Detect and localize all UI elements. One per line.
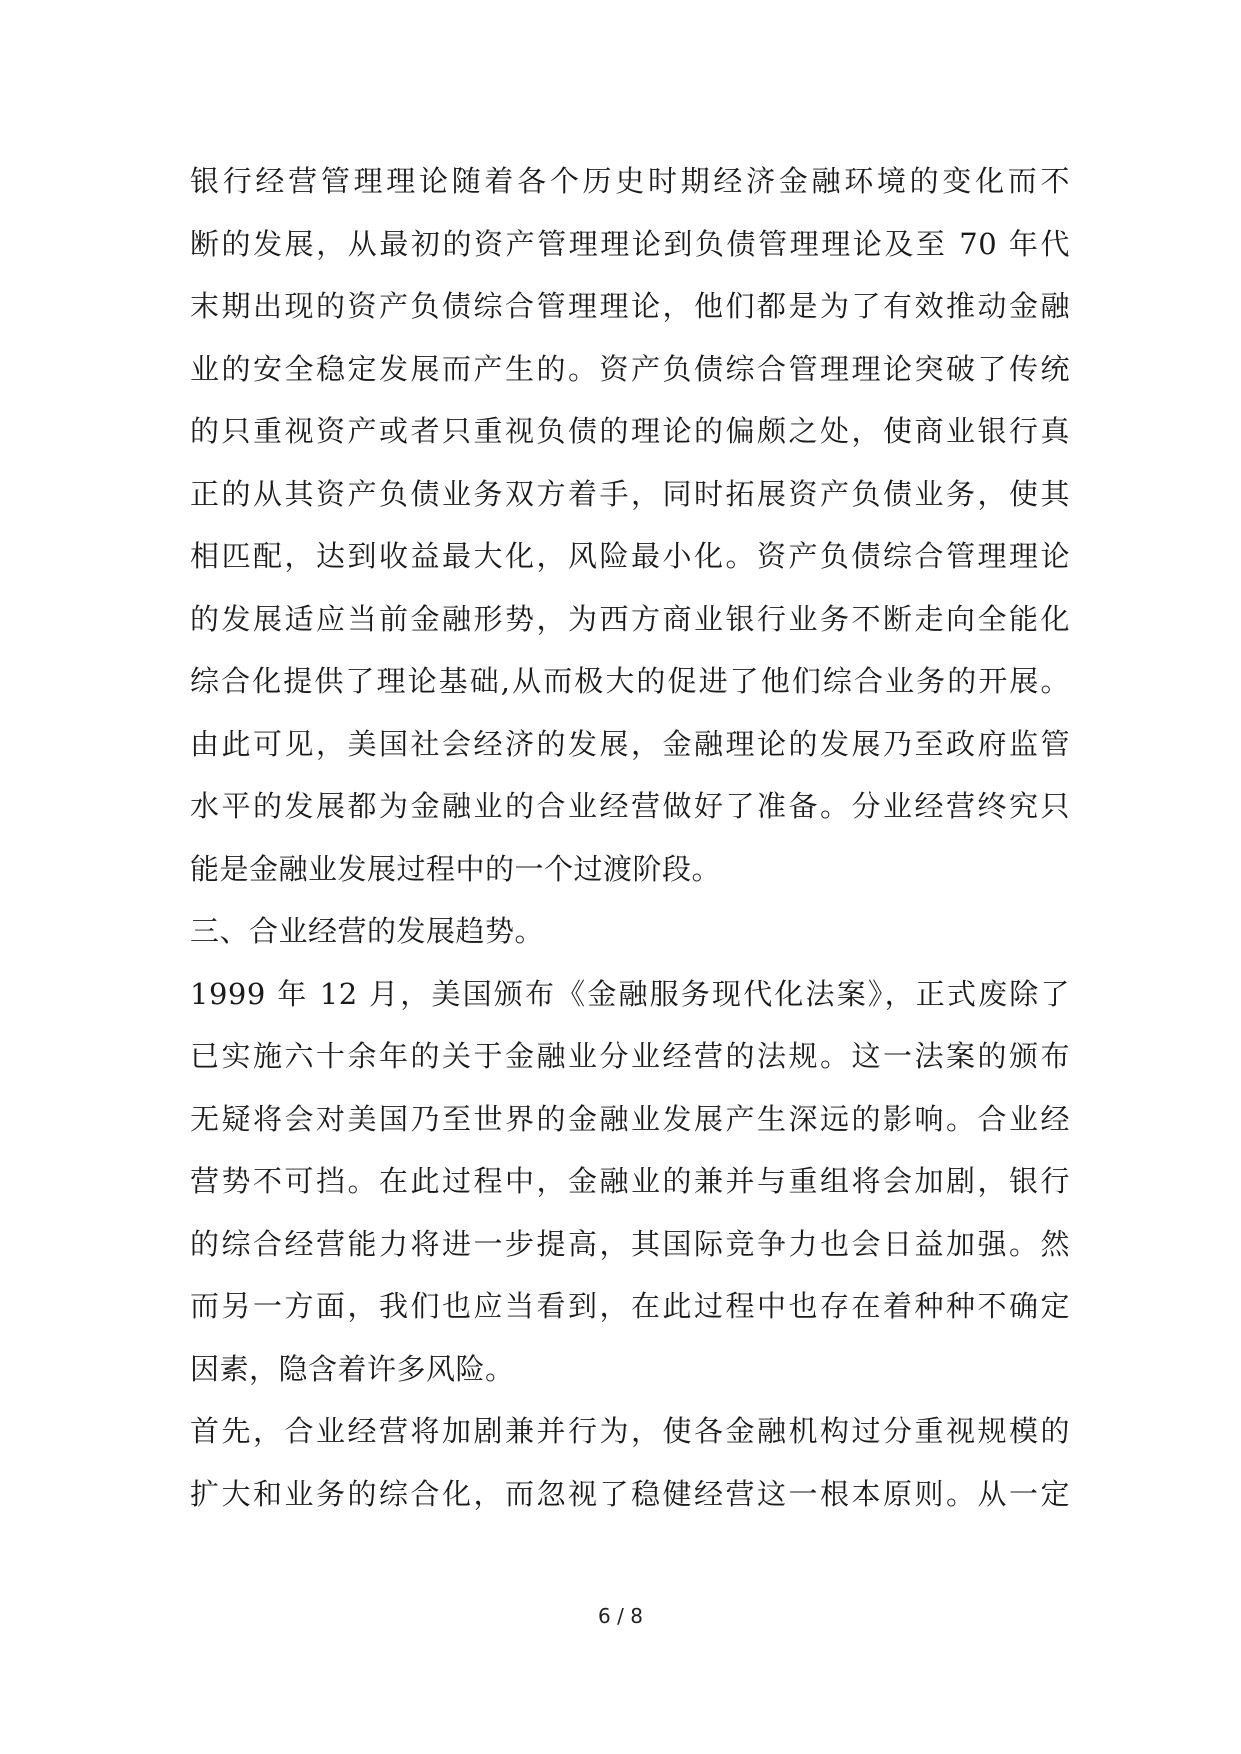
section-heading: 三、合业经营的发展趋势。 (190, 914, 545, 948)
text-line: 1999 年 12 月，美国颁布《金融服务现代化法案》，正式废除了 (190, 976, 1070, 1011)
text-line: 的发展适应当前金融形势，为西方商业银行业务不断走向全能化 (190, 601, 1070, 636)
text-line: 的只重视资产或者只重视负债的理论的偏颇之处，使商业银行真 (190, 414, 1070, 448)
text-line: 银行经营管理理论随着各个历史时期经济金融环境的变化而不 (190, 164, 1070, 198)
text-line: 末期出现的资产负债综合管理理论，他们都是为了有效推动金融 (190, 289, 1070, 323)
body-text (190, 150, 1070, 1525)
text-line: 由此可见，美国社会经济的发展，金融理论的发展乃至政府监管 (190, 726, 1070, 761)
text-line: 无疑将会对美国乃至世界的金融业发展产生深远的影响。合业经 (190, 1101, 1070, 1136)
text-line: 的综合经营能力将进一步提高，其国际竞争力也会日益加强。然 (190, 1226, 1070, 1261)
text-line: 而另一方面，我们也应当看到，在此过程中也存在着种种不确定 (190, 1289, 1070, 1323)
text-line: 首先，合业经营将加剧兼并行为，使各金融机构过分重视规模的 (190, 1414, 1070, 1448)
text-line: 已实施六十余年的关于金融业分业经营的法规。这一法案的颁布 (190, 1039, 1070, 1073)
text-line: 水平的发展都为金融业的合业经营做好了准备。分业经营终究只 (190, 789, 1070, 823)
text-line: 正的从其资产负债业务双方着手，同时拓展资产负债业务，使其 (190, 476, 1070, 511)
page-number: 6 / 8 (598, 1604, 643, 1628)
text-line: 综合化提供了理论基础,从而极大的促进了他们综合业务的开展。 (190, 664, 1070, 698)
text-line: 营势不可挡。在此过程中，金融业的兼并与重组将会加剧，银行 (190, 1164, 1070, 1198)
text-line: 扩大和业务的综合化，而忽视了稳健经营这一根本原则。从一定 (190, 1476, 1070, 1511)
text-line: 业的安全稳定发展而产生的。资产负债综合管理理论突破了传统 (190, 351, 1070, 386)
text-line: 相匹配，达到收益最大化，风险最小化。资产负债综合管理理论 (190, 539, 1070, 573)
text-line: 能是金融业发展过程中的一个过渡阶段。 (190, 851, 722, 886)
text-line: 断的发展，从最初的资产管理理论到负债管理理论及至 70 年代 (190, 226, 1070, 261)
text-line: 因素，隐含着许多风险。 (190, 1351, 515, 1386)
